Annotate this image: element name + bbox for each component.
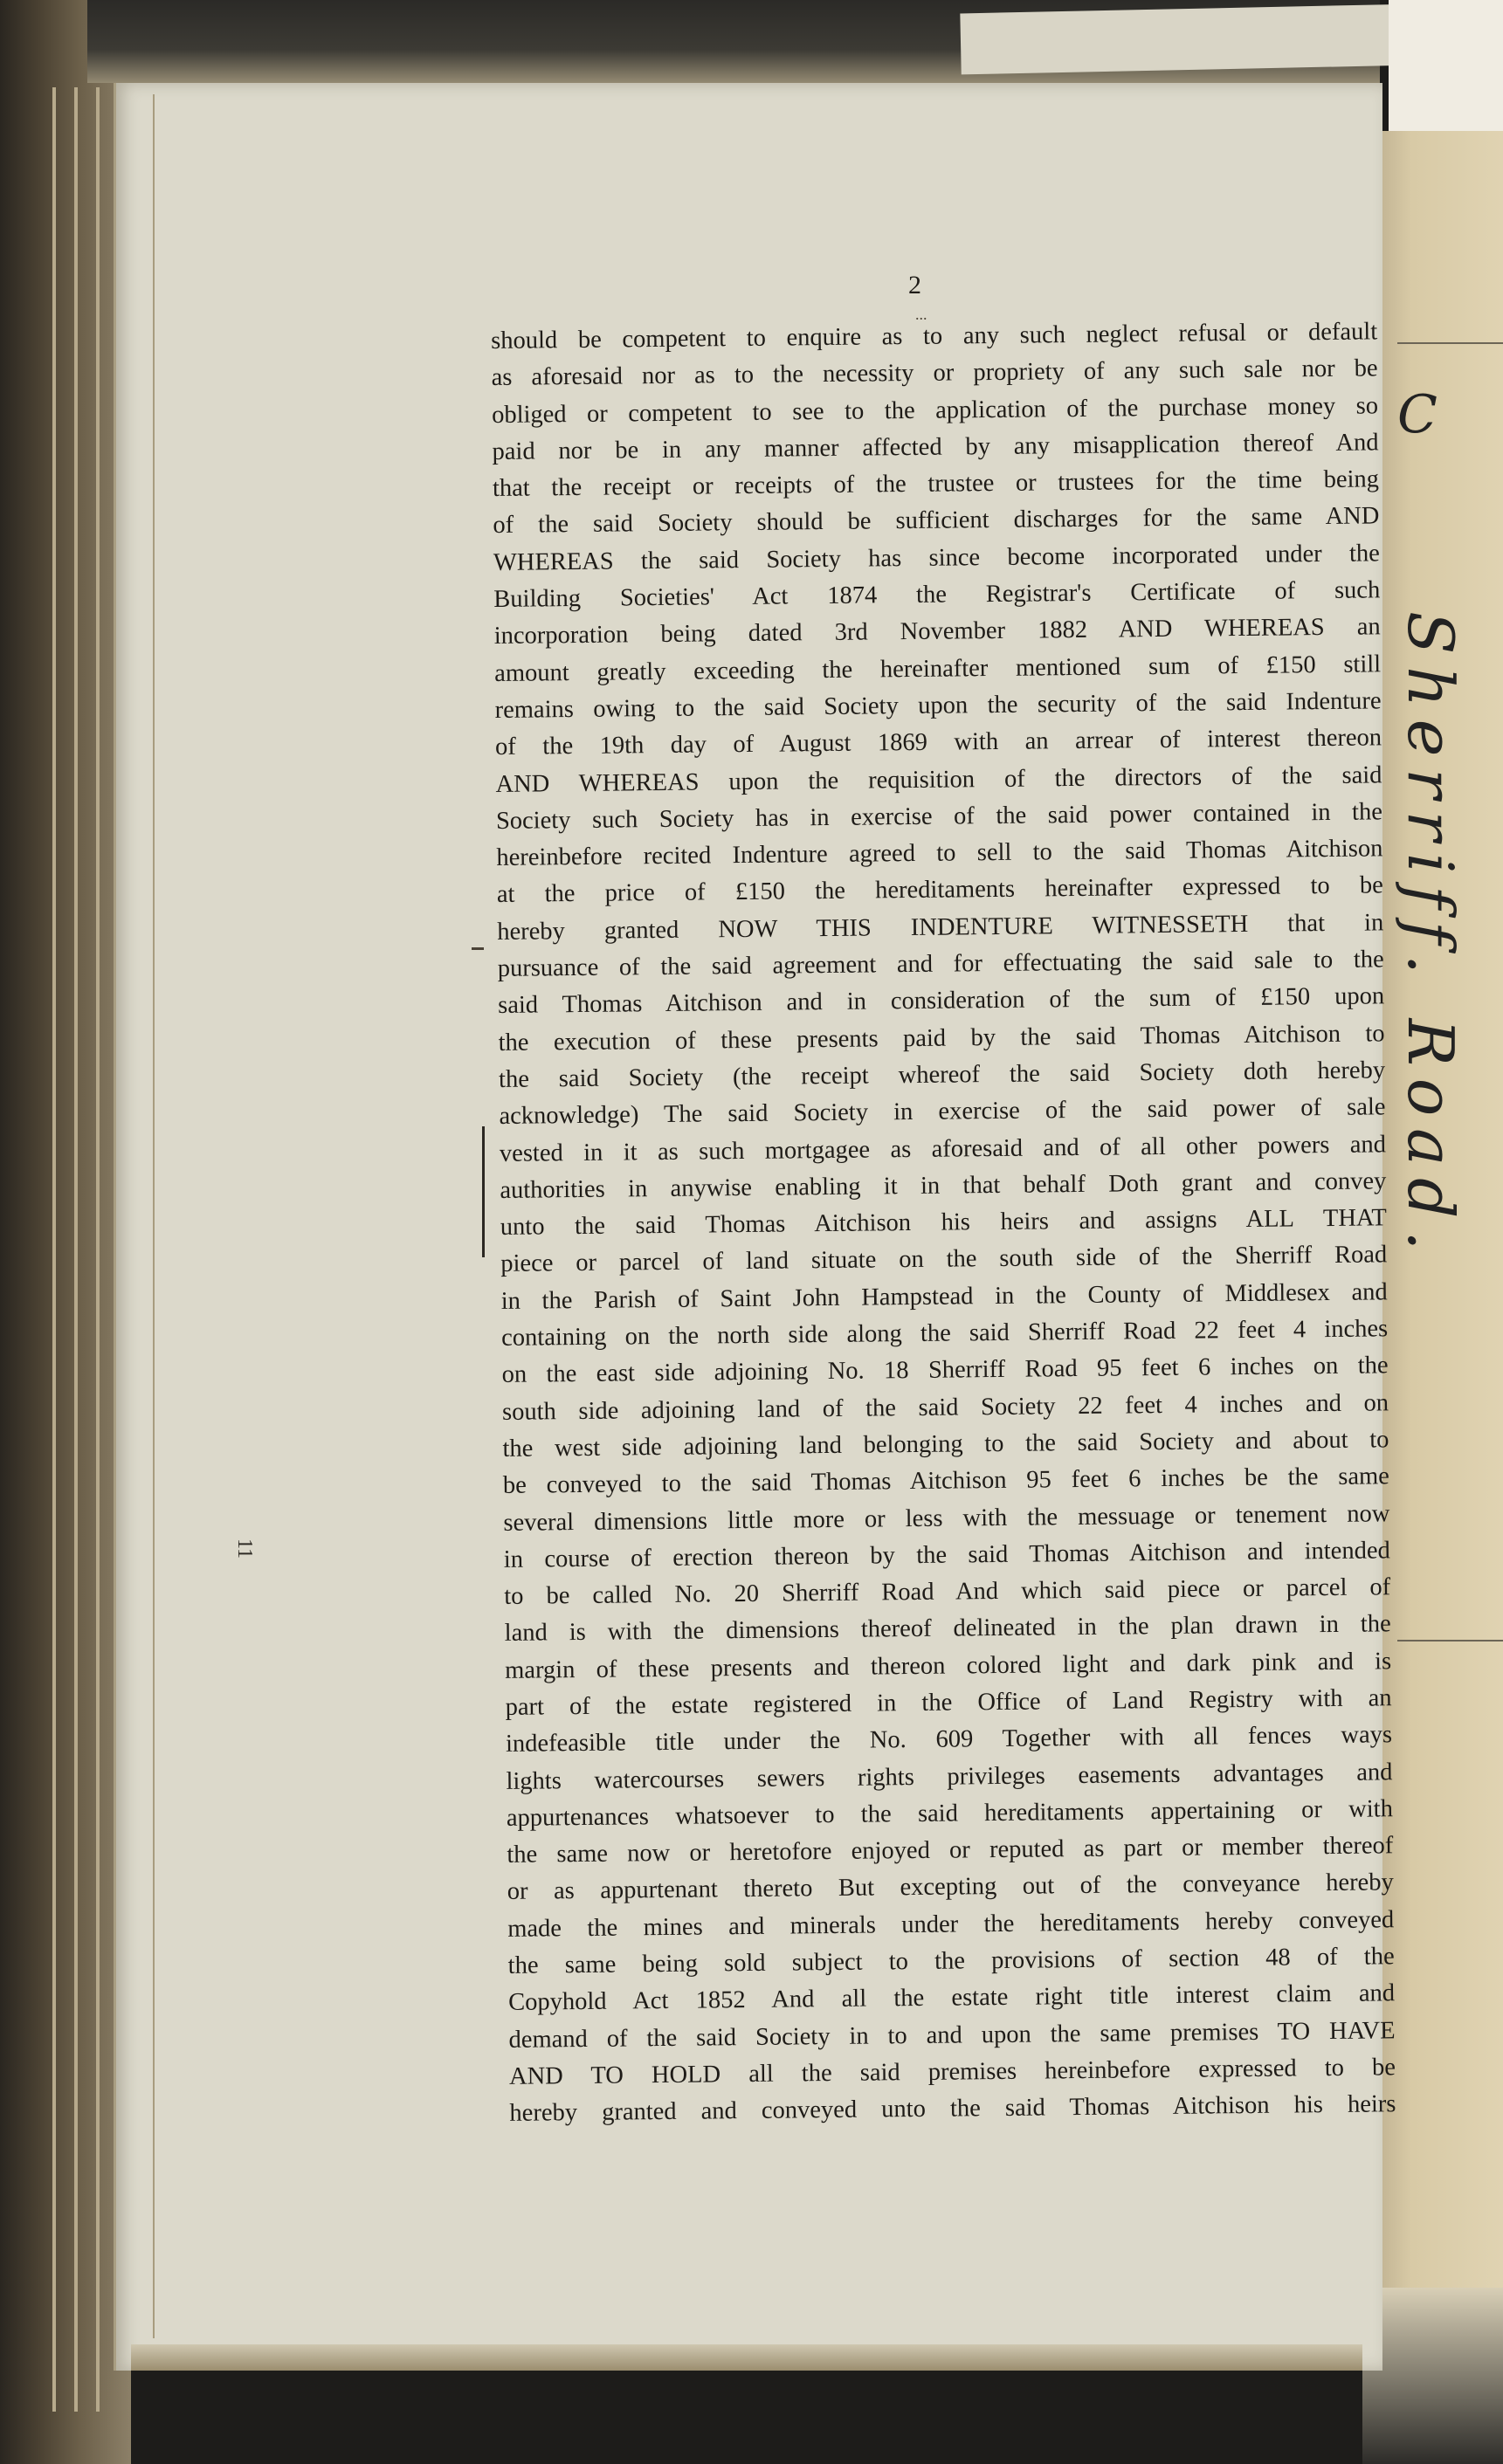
text-line: WHEREAS the said Society has since become incorporated under the bbox=[493, 540, 1380, 576]
text-line: south side adjoining land of the said Society 22 feet 4 inches and on bbox=[501, 1388, 1389, 1426]
text-line: of the 19th day of August 1869 with an arrear of interest thereon bbox=[494, 724, 1382, 761]
page-edge-line bbox=[96, 87, 100, 2412]
text-line: amount greatly exceeding the hereinafter mentioned sum of £150 still bbox=[494, 650, 1382, 687]
page-fold-line bbox=[153, 94, 155, 2338]
text-line: Copyhold Act 1852 And all the estate right title interest claim and bbox=[507, 1979, 1396, 2017]
text-line: part of the estate registered in the Office of Land Registry with an bbox=[505, 1684, 1392, 1721]
text-line: piece or parcel of land situate on the south side of the Sherriff Road bbox=[500, 1241, 1388, 1278]
margin-tick-mark bbox=[472, 947, 484, 950]
text-line: in the Parish of Saint John Hampstead in the County of Middlesex and bbox=[500, 1278, 1388, 1315]
ink-smudge: ... bbox=[915, 306, 927, 323]
text-line: or as appurtenant thereto But excepting out of the conveyance hereby bbox=[507, 1869, 1394, 1906]
text-line: land is with the dimensions thereof delineated in the plan drawn in the bbox=[504, 1610, 1391, 1648]
text-line: hereinbefore recited Indenture agreed to sell to the said Thomas Aitchison bbox=[496, 835, 1383, 872]
text-line: on the east side adjoining No. 18 Sherriff Road 95 feet 6 inches on the bbox=[501, 1352, 1389, 1389]
text-line: made the mines and minerals under the hereditaments hereby conveyed bbox=[507, 1906, 1395, 1943]
text-line: pursuance of the said agreement and for effectuating the said sale to the bbox=[497, 946, 1384, 983]
text-line: AND TO HOLD all the said premises hereinbefore expressed to be bbox=[508, 2054, 1396, 2090]
text-line: authorities in anywise enabling it in that behalf Doth grant and convey bbox=[500, 1167, 1387, 1204]
indenture-body-text bbox=[491, 313, 1396, 2132]
text-line: said Thomas Aitchison and in consideration of the sum of £150 upon bbox=[498, 982, 1385, 1020]
text-line: acknowledge) The said Society in exercise of the said power of sale bbox=[499, 1093, 1386, 1131]
text-line: demand of the said Society in to and upon the same premises TO HAVE bbox=[508, 2016, 1396, 2054]
text-line: margin of these presents and thereon colored light and dark pink and is bbox=[504, 1647, 1392, 1684]
margin-pencil-mark: 11 bbox=[233, 1538, 257, 1559]
text-line: remains owing to the said Society upon the security of the said Indenture bbox=[494, 687, 1382, 724]
text-line: incorporation being dated 3rd November 1882 AND WHEREAS an bbox=[493, 613, 1381, 650]
text-line: appurtenances whatsoever to the said hereditaments appertaining or with bbox=[506, 1795, 1394, 1832]
adjacent-page-top bbox=[1389, 0, 1503, 140]
text-line: that the receipt or receipts of the trustee or trustees for the time being bbox=[492, 465, 1380, 503]
text-line: unto the said Thomas Aitchison his heirs and assigns ALL THAT bbox=[500, 1204, 1387, 1242]
adjacent-page-bottom bbox=[1362, 2288, 1503, 2464]
handwritten-street-name: Sherriff. Road. bbox=[1394, 611, 1467, 1263]
text-line: as aforesaid nor as to the necessity or propriety of any such sale nor be bbox=[491, 354, 1378, 392]
text-line: in course of erection thereon by the said Thomas Aitchison and intended bbox=[503, 1537, 1390, 1573]
adjacent-page-mark: C bbox=[1397, 384, 1438, 445]
text-line: the same now or heretofore enjoyed or reputed as part or member thereof bbox=[507, 1832, 1394, 1869]
text-line: obliged or competent to see to the application of the purchase money so bbox=[491, 391, 1379, 429]
text-line: hereby granted and conveyed unto the said Thomas Aitchison his heirs bbox=[509, 2090, 1396, 2128]
text-line: hereby granted NOW THIS INDENTURE WITNESSETH that in bbox=[497, 909, 1384, 946]
text-line: Society such Society has in exercise of the said power contained in the bbox=[495, 798, 1383, 835]
text-line: paid nor be in any manner affected by any misapplication thereof And bbox=[492, 429, 1379, 465]
page-bottom-edge bbox=[131, 2344, 1362, 2371]
top-paper-scrap bbox=[960, 4, 1415, 75]
text-line: the said Society (the receipt whereof the said Society doth hereby bbox=[498, 1056, 1386, 1093]
text-line: AND WHEREAS upon the requisition of the directors of the said bbox=[495, 761, 1382, 798]
text-line: be conveyed to the said Thomas Aitchison 95 feet 6 inches be the same bbox=[502, 1463, 1390, 1500]
adjacent-page-rule bbox=[1397, 342, 1503, 344]
page-stack-edge bbox=[0, 0, 131, 2464]
text-line: to be called No. 20 Sherriff Road And which said piece or parcel of bbox=[504, 1573, 1391, 1611]
page-number: 2 bbox=[908, 271, 921, 299]
text-line: should be competent to enquire as to any such neglect refusal or default bbox=[491, 318, 1378, 354]
text-line: at the price of £150 the hereditaments hereinafter expressed to be bbox=[496, 871, 1383, 909]
page-edge-line bbox=[52, 87, 56, 2412]
text-line: containing on the north side along the said Sherriff Road 22 feet 4 inches bbox=[501, 1315, 1389, 1352]
text-line: the same being sold subject to the provisions of section 48 of the bbox=[507, 1943, 1395, 1979]
text-line: lights watercourses sewers rights privileges easements advantages and bbox=[506, 1758, 1393, 1795]
text-line: the west side adjoining land belonging to the said Society and about to bbox=[502, 1426, 1389, 1463]
text-line: of the said Society should be sufficient discharges for the same AND bbox=[493, 502, 1380, 540]
page-edge-line bbox=[74, 87, 78, 2412]
text-line: several dimensions little more or less with the messuage or tenement now bbox=[503, 1499, 1390, 1537]
text-line: Building Societies' Act 1874 the Registrar's Certificate of such bbox=[493, 576, 1381, 614]
margin-sideline bbox=[482, 1126, 485, 1257]
text-line: vested in it as such mortgagee as aforesaid and of all other powers and bbox=[499, 1130, 1387, 1167]
text-line: indefeasible title under the No. 609 Together with all fences ways bbox=[505, 1721, 1393, 1759]
text-line: the execution of these presents paid by the said Thomas Aitchison to bbox=[498, 1019, 1385, 1056]
adjacent-page-rule bbox=[1397, 1640, 1503, 1642]
